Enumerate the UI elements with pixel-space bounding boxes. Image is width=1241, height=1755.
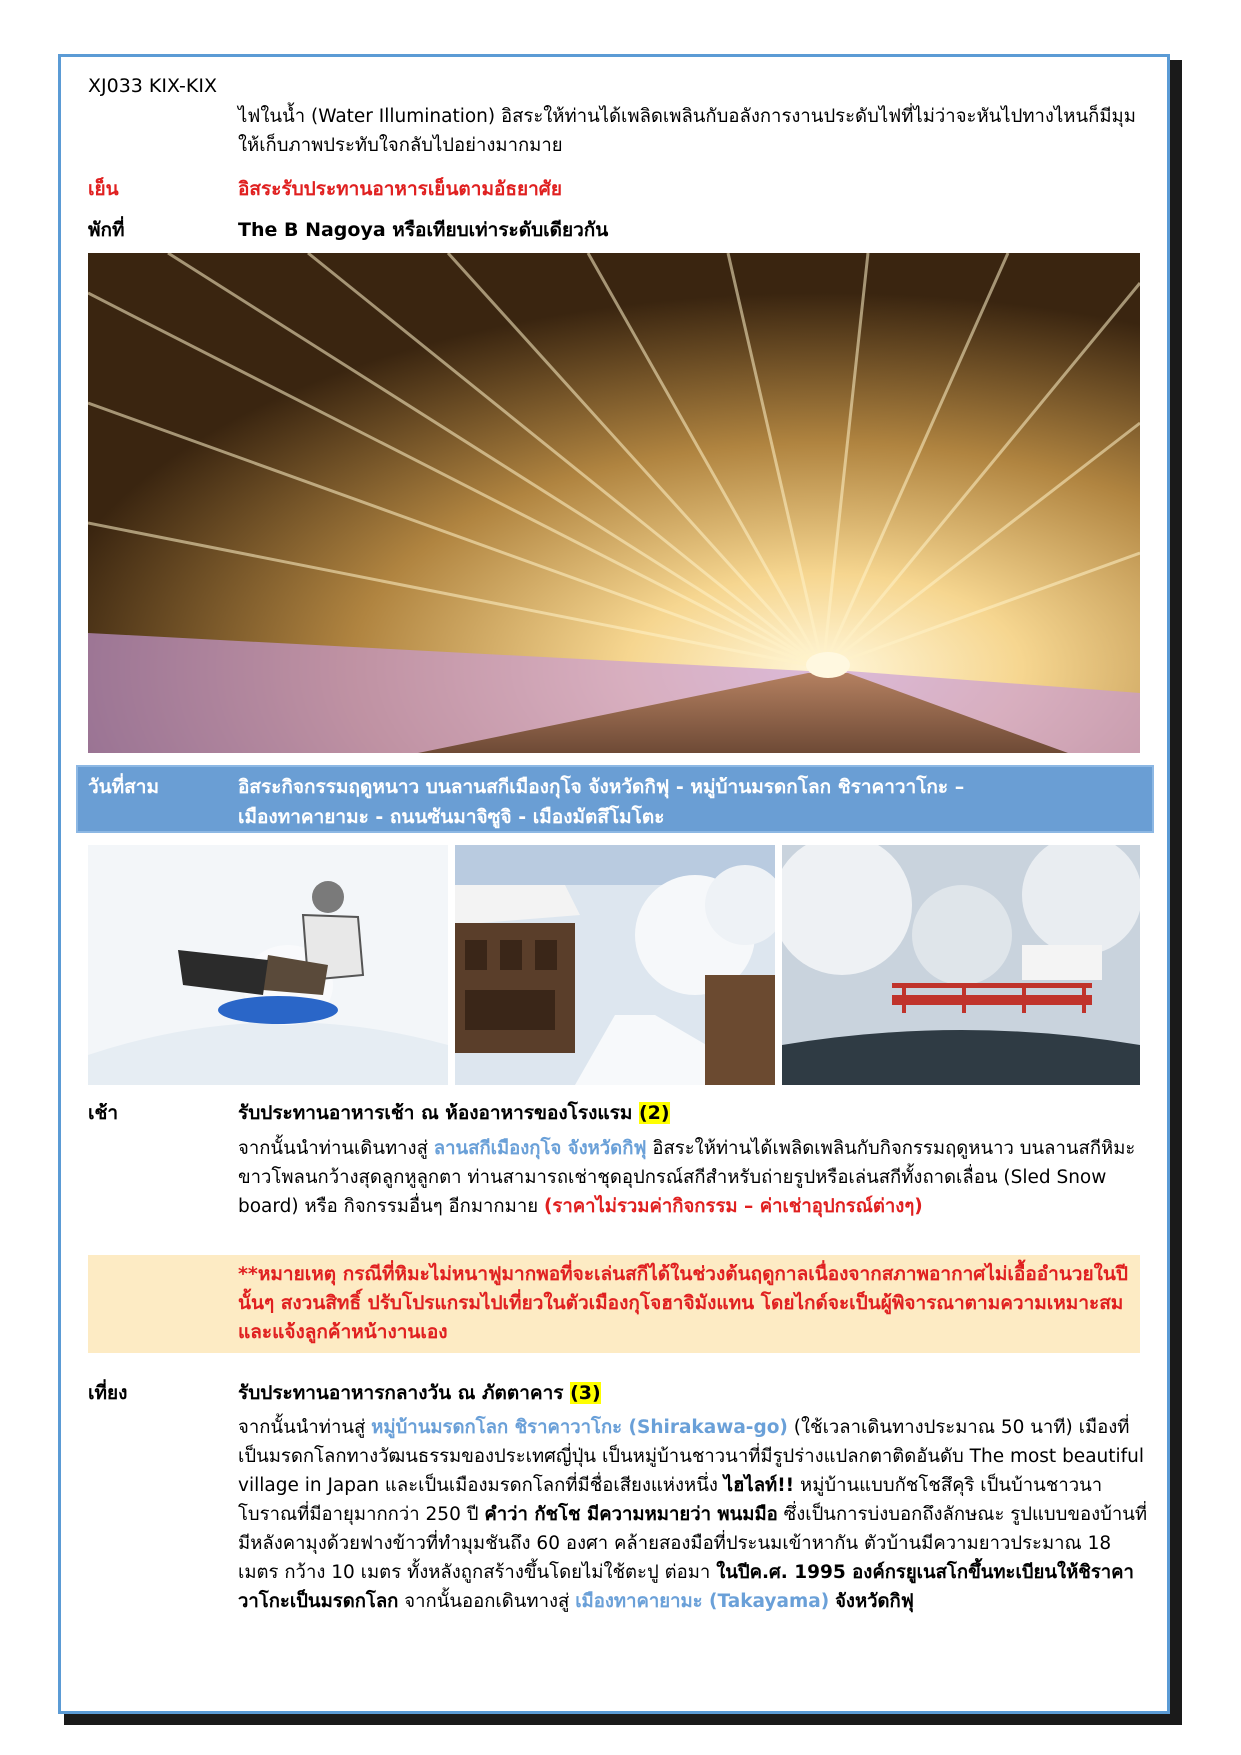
breakfast-text: รับประทานอาหารเช้า ณ ห้องอาหารของโรงแรม — [238, 1102, 633, 1124]
gujo-ski-resort: ลานสกีเมืองกุโจ จังหวัดกิฟุ — [433, 1138, 647, 1159]
day-title-line1: อิสระกิจกรรมฤดูหนาว บนลานสกีเมืองกุโจ จังหวัดกิฟุ - หมู่บ้านมรดกโลก ชิราคาวาโกะ – — [238, 776, 965, 798]
lunch-meal-number: (3) — [570, 1382, 601, 1404]
breakfast-p1-a: จากนั้นนำท่านเดินทางสู่ — [238, 1138, 428, 1159]
day-label: วันที่สาม — [88, 776, 159, 798]
breakfast-p1-b: อิสระให้ท่านได้เพลิดเพลินกับกิจกรรมฤดูหนาว บนลานสกีหิมะขาวโพลนกว้างสุดลูกหูลูกตา ท่านสามารถเช่าชุดอุปกรณ์สกีสำหรับถ่ายรูปหรือเล่นสกีทั้งถาดเลื่อน (Sled Snow board) หรือ กิจกรรมอื่นๆ อีกมากมาย — [238, 1138, 1136, 1217]
lunch-label: เที่ยง — [88, 1382, 128, 1404]
breakfast-line — [238, 1098, 670, 1128]
price-exclusion-note: (ราคาไม่รวมค่ากิจกรรม – ค่าเช่าอุปกรณ์ต่างๆ) — [543, 1196, 923, 1217]
shirakawa-paragraph — [238, 1413, 1150, 1616]
snow-sledding-photo — [88, 845, 448, 1085]
lunch-p-a: จากนั้นนำท่านสู่ — [238, 1417, 366, 1438]
light-tunnel-photo — [88, 253, 1140, 753]
hotel-suffix: หรือเทียบเท่าระดับเดียวกัน — [392, 219, 609, 241]
breakfast-label: เช้า — [88, 1102, 119, 1124]
hotel-name: The B Nagoya — [238, 219, 386, 241]
dinner-label: เย็น — [88, 178, 119, 200]
dinner-text: อิสระรับประทานอาหารเย็นตามอัธยาศัย — [238, 178, 562, 200]
gifu-prefecture: จังหวัดกิฟุ — [835, 1591, 914, 1612]
document-code: XJ033 KIX-KIX — [88, 75, 217, 97]
gassho-meaning: คำว่า กัชโช มีความหมายว่า พนมมือ — [484, 1504, 778, 1525]
breakfast-paragraph — [238, 1134, 1150, 1221]
snow-condition-note — [88, 1255, 1140, 1353]
snowy-river-bridge-photo — [782, 845, 1140, 1085]
unesco-1995: ในปีค.ศ. 1995 องค์กรยูเนสโกขึ้นทะเบียนให้ชิราคาวาโกะเป็นมรดกโลก — [238, 1562, 1134, 1612]
lunch-p-b: (ใช้เวลาเดินทางประมาณ 50 นาที) เมืองที่เป็นมรดกโลกทางวัฒนธรรมของประเทศญี่ปุ่น เป็นหมู่บ้านชาวนาที่มีรูปร่างแปลกตาติดอันดับ The most beautiful village in Japan และเป็นเมืองมรดกโลกที่มีชื่อเสียงแห่งหนึ่ง — [238, 1417, 1145, 1496]
lunch-p-e: ซึ่งเป็นการบ่งบอกถึงลักษณะ รูปแบบของบ้านที่มีหลังคามุงด้วยฟางข้าวที่ทำมุมชันถึง 60 องศา คล้ายสองมือที่ประนมเข้าหากัน ตัวบ้านมีความยาวประมาณ 18 เมตร กว้าง 10 เมตร ทั้งหลังถูกสร้างขึ้นโดยไม่ใช้ตะปู ต่อมา — [238, 1504, 1148, 1583]
day-title-line2: เมืองทาคายามะ - ถนนซันมาจิซูจิ - เมืองมัตสึโมโตะ — [238, 806, 665, 828]
intro-paragraph: ไฟในน้ำ (Water Illumination) อิสระให้ท่านได้เพลิดเพลินกับอลังการงานประดับไฟที่ไม่ว่าจะหันไปทางไหนก็มีมุมให้เก็บภาพประทับใจกลับไปอย่างมากมาย — [238, 106, 1136, 156]
breakfast-meal-number: (2) — [638, 1102, 670, 1124]
lunch-line — [238, 1378, 601, 1408]
highlight-tag: ไฮไลท์!! — [723, 1475, 795, 1496]
lunch-text: รับประทานอาหารกลางวัน ณ ภัตตาคาร — [238, 1382, 564, 1404]
takayama-place: เมืองทาคายามะ (Takayama) — [575, 1591, 830, 1612]
shirakawa-go-place: หมู่บ้านมรดกโลก ชิราคาวาโกะ (Shirakawa-go) — [371, 1417, 788, 1438]
lunch-p-g: จากนั้นออกเดินทางสู่ — [404, 1591, 570, 1612]
note-text: **หมายเหตุ กรณีที่หิมะไม่หนาฟูมากพอที่จะเล่นสกีได้ในช่วงต้นฤดูกาลเนื่องจากสภาพอากาศไม่เอื้ออำนวยในปีนั้นๆ สงวนสิทธิ์ ปรับโปรแกรมไปเที่ยวในตัวเมืองกุโจฮาจิมังแทน โดยไกด์จะเป็นผู้พิจารณาตามความเหมาะสมและแจ้งลูกค้าหน้างานเอง — [238, 1263, 1128, 1343]
snowy-village-street-photo — [455, 845, 775, 1085]
day-header-bar — [76, 765, 1154, 833]
hotel-label: พักที่ — [88, 219, 125, 241]
lunch-p-c: หมู่บ้านแบบกัชโชสึคุริ เป็นบ้านชาวนาโบราณที่มีอายุมากกว่า 250 ปี — [238, 1475, 1103, 1525]
hotel-line — [238, 215, 608, 245]
